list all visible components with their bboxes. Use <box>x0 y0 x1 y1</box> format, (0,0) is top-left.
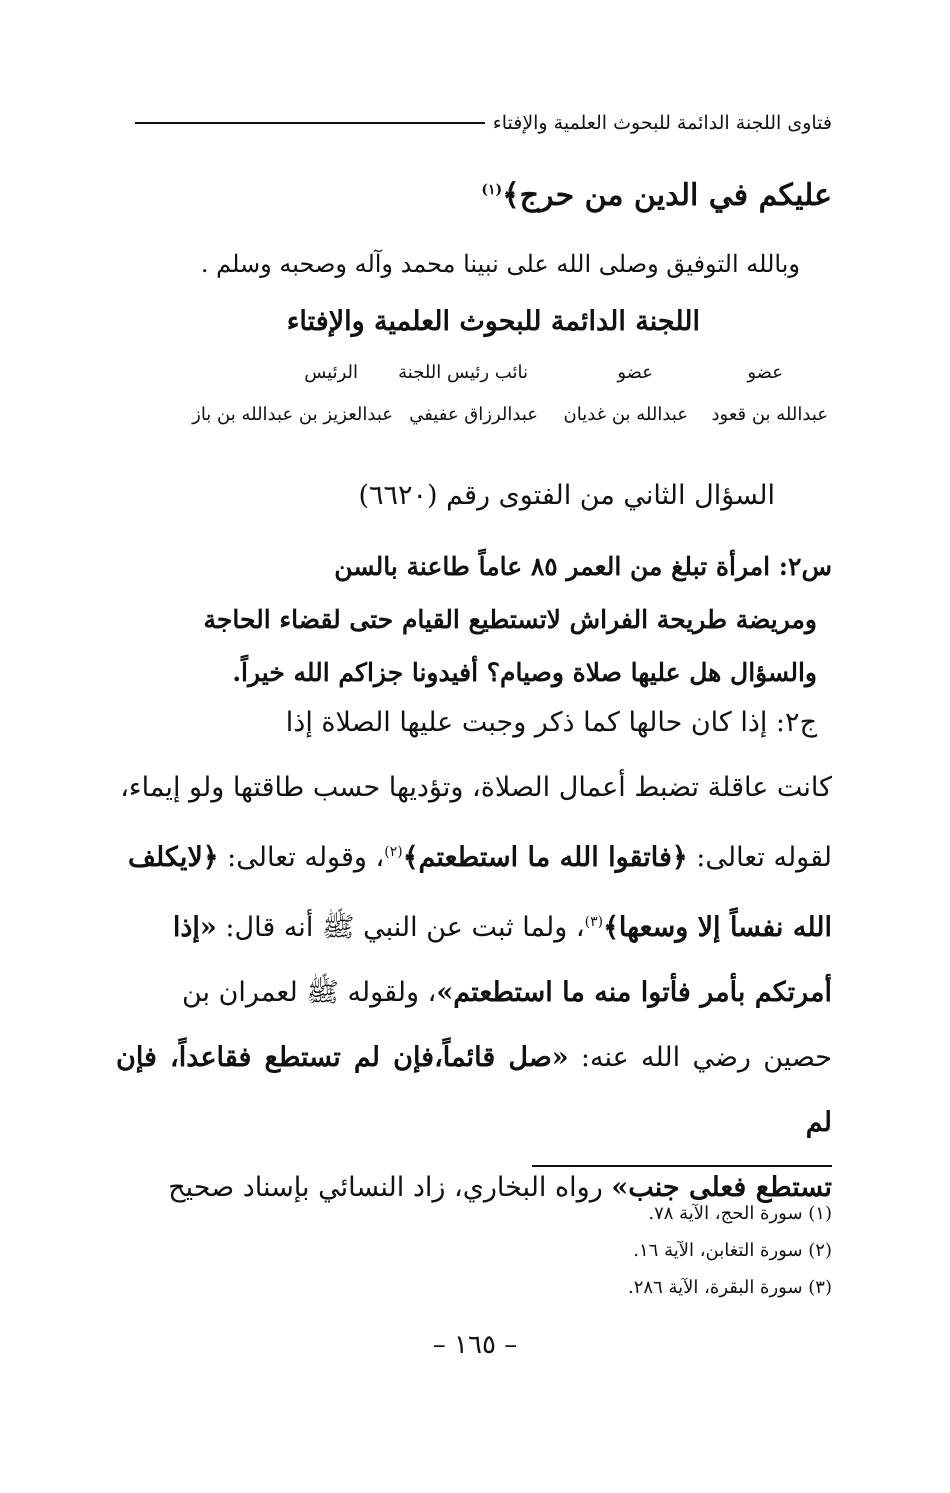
verse-text: عليكم في الدين من حرج﴾ <box>502 178 832 213</box>
question-line: ومريضة طريحة الفراش لاتستطيع القيام حتى لقضاء الحاجة <box>203 605 817 634</box>
answer-line: كانت عاقلة تضبط أعمال الصلاة، وتؤديها حسب طاقتها ولو إيماء، <box>120 772 832 803</box>
member-name: عبدالرزاق عفيفي <box>409 404 538 425</box>
question-line: س٢: امرأة تبلغ من العمر ٨٥ عاماً طاعنة بالسن <box>334 552 832 581</box>
member-role: الرئيس <box>304 362 358 383</box>
quran-quote: الله نفساً إلا وسعها﴾ <box>603 912 832 943</box>
member-name: عبدالله بن غديان <box>563 404 688 425</box>
hadith-quote: أمرتكم بأمر فأتوا منه ما استطعتم» <box>436 977 832 1008</box>
footnote: (١) سورة الحج، الآية ٧٨. <box>648 1203 832 1224</box>
footnote: (٣) سورة البقرة، الآية ٢٨٦. <box>628 1277 832 1298</box>
member-name: عبدالله بن قعود <box>711 404 828 425</box>
footnote-rule <box>532 1165 832 1167</box>
answer-text: ، وقوله تعالى: <box>218 842 385 873</box>
header-rule <box>135 122 485 124</box>
member-role: عضو <box>747 362 783 383</box>
answer-line <box>116 820 832 890</box>
member-role: نائب رئيس اللجنة <box>398 362 528 383</box>
hadith-quote: «إذا <box>172 912 217 943</box>
running-title: فتاوى اللجنة الدائمة للبحوث العلمية والإفتاء <box>492 112 832 134</box>
member-role: عضو <box>617 362 653 383</box>
quran-quote: ﴿لايكلف <box>128 842 219 873</box>
answer-line <box>116 890 832 960</box>
footnote-ref-2: (٢) <box>384 844 403 860</box>
answer-text: ، ولقوله ﷺ لعمران بن <box>181 977 437 1008</box>
footnote-ref-3: (٣) <box>584 914 604 930</box>
hadith-quote: تستطع فعلى جنب» <box>611 1172 832 1203</box>
question-line: والسؤال هل عليها صلاة وصيام؟ أفيدونا جزاكم الله خيراً. <box>232 658 817 687</box>
answer-text: لقوله تعالى: <box>687 842 832 873</box>
quran-quote: ﴿فاتقوا الله ما استطعتم﴾ <box>402 842 688 873</box>
footnote-ref-1: (١) <box>481 182 503 198</box>
committee-title: اللجنة الدائمة للبحوث العلمية والإفتاء <box>286 306 700 337</box>
verse-ending <box>481 178 832 213</box>
answer-text: ، ولما ثبت عن النبي ﷺ أنه قال: <box>216 912 585 943</box>
footnote: (٢) سورة التغابن، الآية ١٦. <box>633 1240 832 1261</box>
question-block <box>132 540 832 699</box>
running-header <box>135 112 832 134</box>
answer-text: رواه البخاري، زاد النسائي بإسناد صحيح <box>168 1172 612 1203</box>
answer-block <box>116 690 832 1220</box>
answer-line: ج٢: إذا كان حالها كما ذكر وجبت عليها الصلاة إذا <box>285 707 817 738</box>
member-name: عبدالعزيز بن عبدالله بن باز <box>192 404 393 425</box>
answer-line <box>116 1025 832 1155</box>
fatwa-heading: السؤال الثاني من الفتوى رقم (٦٦٢٠) <box>358 480 775 511</box>
answer-line <box>116 960 832 1025</box>
page-number: – ١٦٥ – <box>432 1330 518 1360</box>
hadith-quote: «صل قائماً،فإن لم تستطع فقاعداً، فإن لم <box>116 1042 832 1138</box>
closing-formula: وبالله التوفيق وصلى الله على نبينا محمد وآله وصحبه وسلم . <box>200 250 800 278</box>
committee-members <box>118 362 828 442</box>
answer-text: حصين رضي الله عنه: <box>568 1042 833 1073</box>
